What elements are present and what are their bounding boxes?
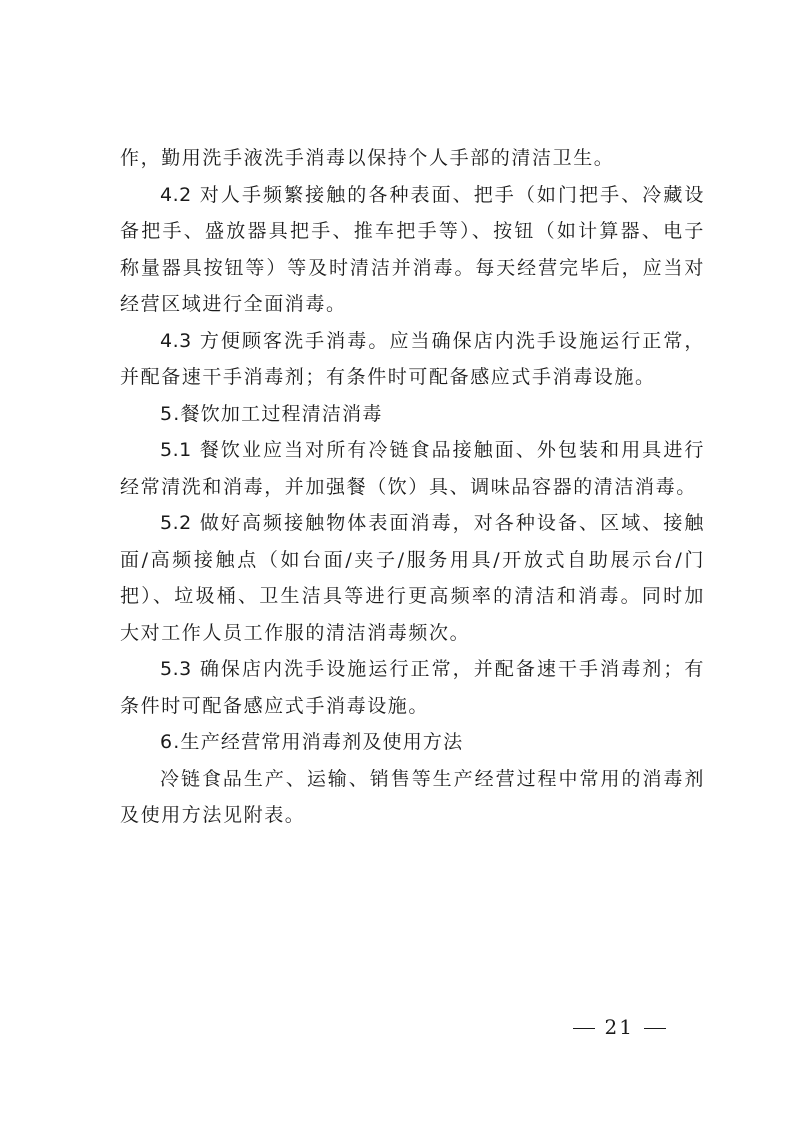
section-number: 4.3 xyxy=(160,329,192,352)
section-number: 5.3 xyxy=(160,658,192,680)
page-number-value: 21 xyxy=(604,1015,634,1039)
paragraph-4-2 xyxy=(120,177,705,323)
paragraph-text: 方便顾客洗手消毒。应当确保店内洗手设施运行正常，并配备速干手消毒剂；有条件时可配备感应式手消毒设施。 xyxy=(120,329,705,388)
paragraph-text: 作，勤用洗手液洗手消毒以保持个人手部的清洁卫生。 xyxy=(120,147,615,169)
section-number: 5.2 xyxy=(160,512,192,534)
paragraph-5-1 xyxy=(120,432,705,505)
paragraph-text: 餐饮业应当对所有冷链食品接触面、外包装和用具进行经常清洗和消毒，并加强餐（饮）具、调味品容器的清洁消毒。 xyxy=(120,439,705,498)
paragraph-6-body xyxy=(120,761,705,834)
paragraph-5-3 xyxy=(120,651,705,724)
paragraph-continuation xyxy=(120,140,705,177)
paragraph-text: 做好高频接触物体表面消毒，对各种设备、区域、接触面/高频接触点（如台面/夹子/服务用具/开放式自助展示台/门把）、垃圾桶、卫生洁具等进行更高频率的清洁和消毒。同时加大对工作人员工作服的清洁消毒频次。 xyxy=(120,512,705,644)
section-heading-5: 5.餐饮加工过程清洁消毒 xyxy=(160,402,383,425)
paragraph-text: 冷链食品生产、运输、销售等生产经营过程中常用的消毒剂及使用方法见附表。 xyxy=(120,767,705,826)
paragraph-text: 确保店内洗手设施运行正常，并配备速干手消毒剂；有条件时可配备感应式手消毒设施。 xyxy=(120,658,705,717)
page-number-left-dash xyxy=(573,1028,595,1029)
page-number-right-dash xyxy=(644,1028,666,1029)
section-number: 5.1 xyxy=(160,439,192,461)
section-heading-6: 6.生产经营常用消毒剂及使用方法 xyxy=(160,731,464,753)
paragraph-4-3 xyxy=(120,323,705,396)
section-number: 4.2 xyxy=(160,183,192,206)
paragraph-5-2 xyxy=(120,505,705,651)
paragraph-text: 对人手频繁接触的各种表面、把手（如门把手、冷藏设备把手、盛放器具把手、推车把手等）、按钮（如计算器、电子称量器具按钮等）等及时清洁并消毒。每天经营完毕后，应当对经营区域进行全面消毒。 xyxy=(120,183,705,315)
page-number xyxy=(563,1015,676,1039)
document-body xyxy=(120,140,705,834)
